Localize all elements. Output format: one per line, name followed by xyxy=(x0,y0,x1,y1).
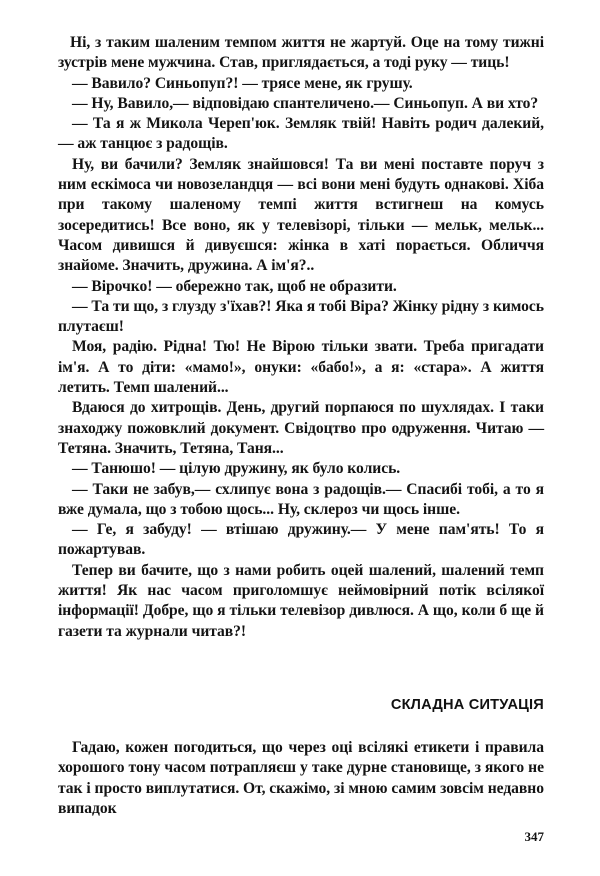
paragraph: — Вірочко! — обережно так, щоб не образити. xyxy=(72,277,397,295)
paragraph: Ну, ви бачили? Земляк знайшовся! Та ви мені поставте поруч з ним ескімоса чи новозеландця — всі вони мені будуть однакові. Хіба при такому шаленому темпі життя встигнеш на комусь зосередитись! Все воно, як у телевізорі, тільки — мельк, мельк... Часом дивишся й дивуєшся: жінка в хаті порається. Обличчя знайоме. Значить, дружина. А ім'я?.. xyxy=(58,155,544,275)
paragraph: — Таки не забув,— схлипує вона з радощів.— Спасибі тобі, а то я вже думала, що з тобою щось... Ну, склероз чи щось інше. xyxy=(58,480,544,518)
paragraph: — Та я ж Микола Череп'юк. Земляк твій! Навіть родич далекий,— аж танцює з радощів. xyxy=(58,115,544,153)
paragraph: — Ну, Вавило,— відповідаю спантеличено.— Синьопуп. А ви хто? xyxy=(72,94,539,112)
section-title: СКЛАДНА СИТУАЦІЯ xyxy=(390,697,544,713)
paragraph: Ні, з таким шаленим темпом життя не жартуй. Оце на тому тижні зустрів мене мужчина. Став, приглядається, а тоді руку — тиць! xyxy=(58,34,544,72)
paragraph: — Вавило? Синьопуп?! — трясе мене, як грушу. xyxy=(72,74,413,92)
main-text xyxy=(58,33,544,642)
page-number: 347 xyxy=(524,829,544,844)
paragraph: — Та ти що, з глузду з'їхав?! Яка я тобі Віра? Жінку рідну з кимось плутаєш! xyxy=(58,297,544,336)
section-body xyxy=(58,738,544,819)
section-paragraph: Гадаю, кожен погодиться, що через оці всілякі етикети і правила хорошого тону часом потрапляєш у таке дурне становище, з якого не так і просто виплутатися. От, скажімо, зі мною самим зовсім недавно випадок xyxy=(58,739,544,817)
paragraph: — Танюшо! — цілую дружину, як було колись. xyxy=(72,460,401,478)
paragraph: — Ге, я забуду! — втішаю дружину.— У мене пам'ять! То я пожартував. xyxy=(58,521,544,559)
paragraph: Моя, радію. Рідна! Тю! Не Вірою тільки звати. Треба пригадати ім'я. А то діти: «мамо!», онуки: «бабо!», а я: «стара». А життя летить. Темп шалений... xyxy=(58,338,544,397)
paragraph: Вдаюся до хитрощів. День, другий порпаюся по шухлядах. І таки знаходжу пожовклий документ. Свідоцтво про одруження. Читаю — Тетяна. Значить, Тетяна, Таня... xyxy=(58,399,544,457)
paragraph: Тепер ви бачите, що з нами робить оцей шалений, шалений темп життя! Як нас часом приголомшує неймовірний потік всілякої інформації! Добре, що я тільки телевізор дивлюся. А що, коли б ще й газети та журнали читав?! xyxy=(58,561,544,640)
